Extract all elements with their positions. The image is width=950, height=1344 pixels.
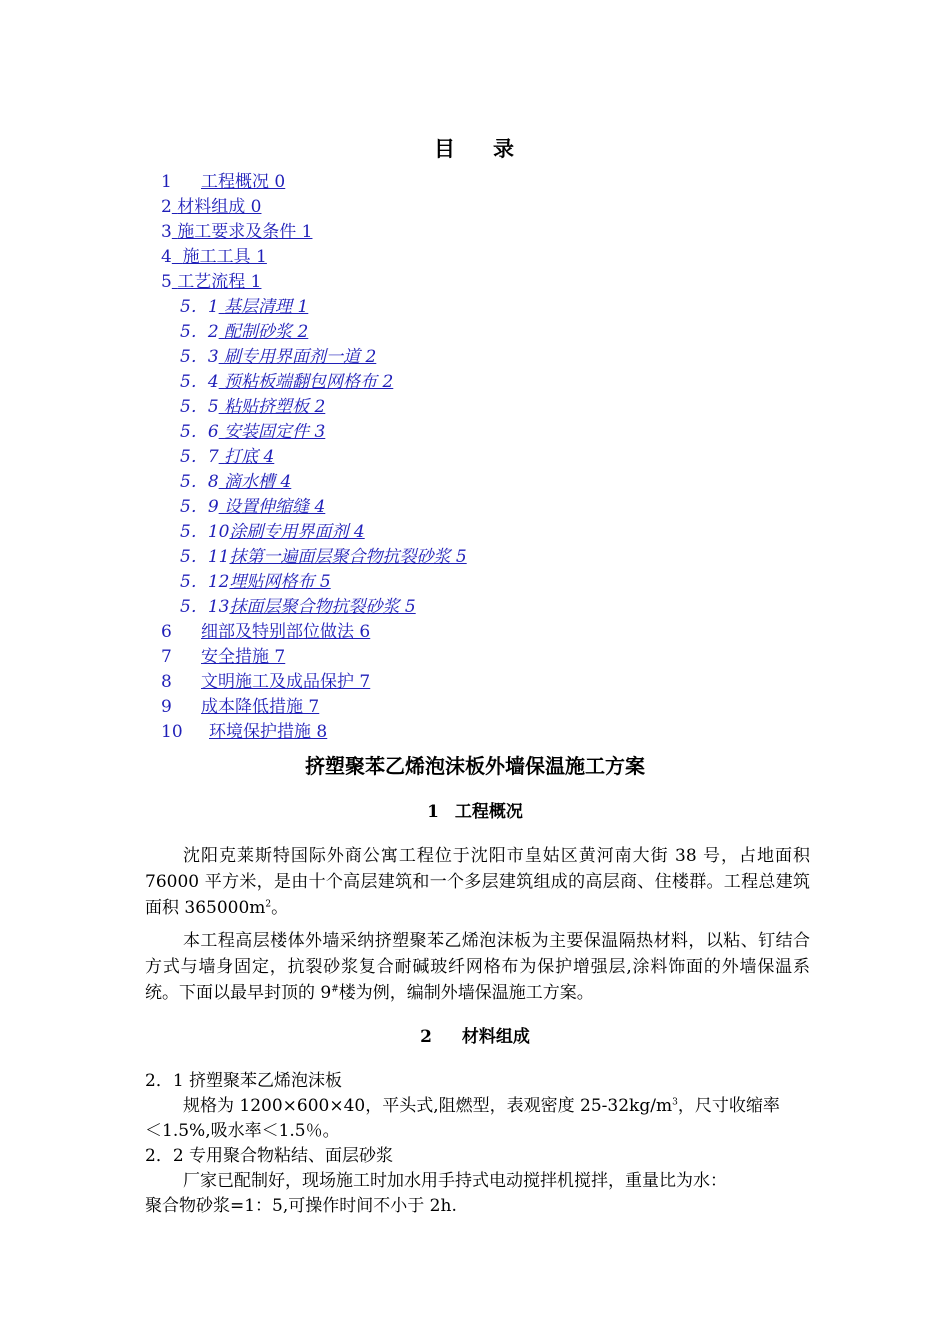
toc-link-2[interactable]: 2 材料组成 0 (161, 197, 262, 217)
toc-link-5-10[interactable]: 5．10涂刷专用界面剂 4 (180, 522, 365, 542)
toc-link-5-3[interactable]: 5．3 刷专用界面剂一道 2 (180, 347, 377, 367)
section-1-paragraph-2: 本工程高层楼体外墙采纳挤塑聚苯乙烯泡沫板为主要保温隔热材料，以粘、钉结合方式与墙身固定，抗裂砂浆复合耐碱玻纤网格布为保护增强层,涂料饰面的外墙保温系统。下面以最早封顶的 9#楼为例，编制外墙保温施工方案。 (145, 931, 810, 1003)
toc-link-8[interactable]: 8 文明施工及成品保护 7 (161, 672, 371, 692)
toc-link-7[interactable]: 7 安全措施 7 (161, 647, 286, 667)
section-2-2-title: 2．2 专用聚合物粘结、面层砂浆 (145, 1146, 394, 1166)
toc-link-5-8[interactable]: 5．8 滴水槽 4 (180, 472, 292, 492)
toc-link-5-5[interactable]: 5．5 粘贴挤塑板 2 (180, 397, 326, 417)
toc-link-5-7[interactable]: 5．7 打底 4 (180, 447, 275, 467)
toc-link-1[interactable]: 1 工程概况 0 (161, 172, 286, 192)
section-1-heading: 1 工程概况 (427, 802, 523, 822)
toc-link-6[interactable]: 6 细部及特别部位做法 6 (161, 622, 371, 642)
toc-link-5-11[interactable]: 5．11抹第一遍面层聚合物抗裂砂浆 5 (180, 547, 467, 567)
table-of-contents (161, 170, 467, 745)
section-2-2-line-1: 厂家已配制好，现场施工时加水用手持式电动搅拌机搅拌，重量比为水： (183, 1171, 727, 1191)
section-2-2-line-2: 聚合物砂浆=1：5,可操作时间不小于 2h. (145, 1196, 457, 1216)
document-title: 挤塑聚苯乙烯泡沫板外墙保温施工方案 (305, 754, 645, 778)
toc-link-5-13[interactable]: 5．13抹面层聚合物抗裂砂浆 5 (180, 597, 416, 617)
section-1-paragraph-1: 沈阳克莱斯特国际外商公寓工程位于沈阳市皇姑区黄河南大街 38 号，占地面积 76000 平方米，是由十个高层建筑和一个多层建筑组成的高层商、住楼群。工程总建筑面积 $365000m^2$。 (145, 846, 810, 918)
section-2-1-line-1: 规格为 1200×600×40，平头式,阻燃型，表观密度 $25-32kg/m^3$，尺寸收缩率 (183, 1096, 780, 1116)
toc-link-5-1[interactable]: 5．1 基层清理 1 (180, 297, 309, 317)
toc-link-4[interactable]: 4 施工工具 1 (161, 247, 267, 267)
toc-link-10[interactable]: 10 环境保护措施 8 (161, 722, 328, 742)
toc-link-5-2[interactable]: 5．2 配制砂浆 2 (180, 322, 309, 342)
toc-link-5-12[interactable]: 5．12埋贴网格布 5 (180, 572, 331, 592)
section-2-1-line-2: ＜1.5%,吸水率＜1.5％。 (145, 1121, 340, 1141)
toc-link-3[interactable]: 3 施工要求及条件 1 (161, 222, 313, 242)
toc-title: 目 录 (434, 136, 516, 161)
toc-link-9[interactable]: 9 成本降低措施 7 (161, 697, 320, 717)
section-2-1-title: 2．1 挤塑聚苯乙烯泡沫板 (145, 1071, 343, 1091)
toc-link-5[interactable]: 5 工艺流程 1 (161, 272, 262, 292)
toc-link-5-9[interactable]: 5．9 设置伸缩缝 4 (180, 497, 326, 517)
section-2-heading: 2 材料组成 (420, 1027, 530, 1047)
toc-link-5-6[interactable]: 5．6 安装固定件 3 (180, 422, 326, 442)
toc-link-5-4[interactable]: 5．4 预粘板端翻包网格布 2 (180, 372, 394, 392)
